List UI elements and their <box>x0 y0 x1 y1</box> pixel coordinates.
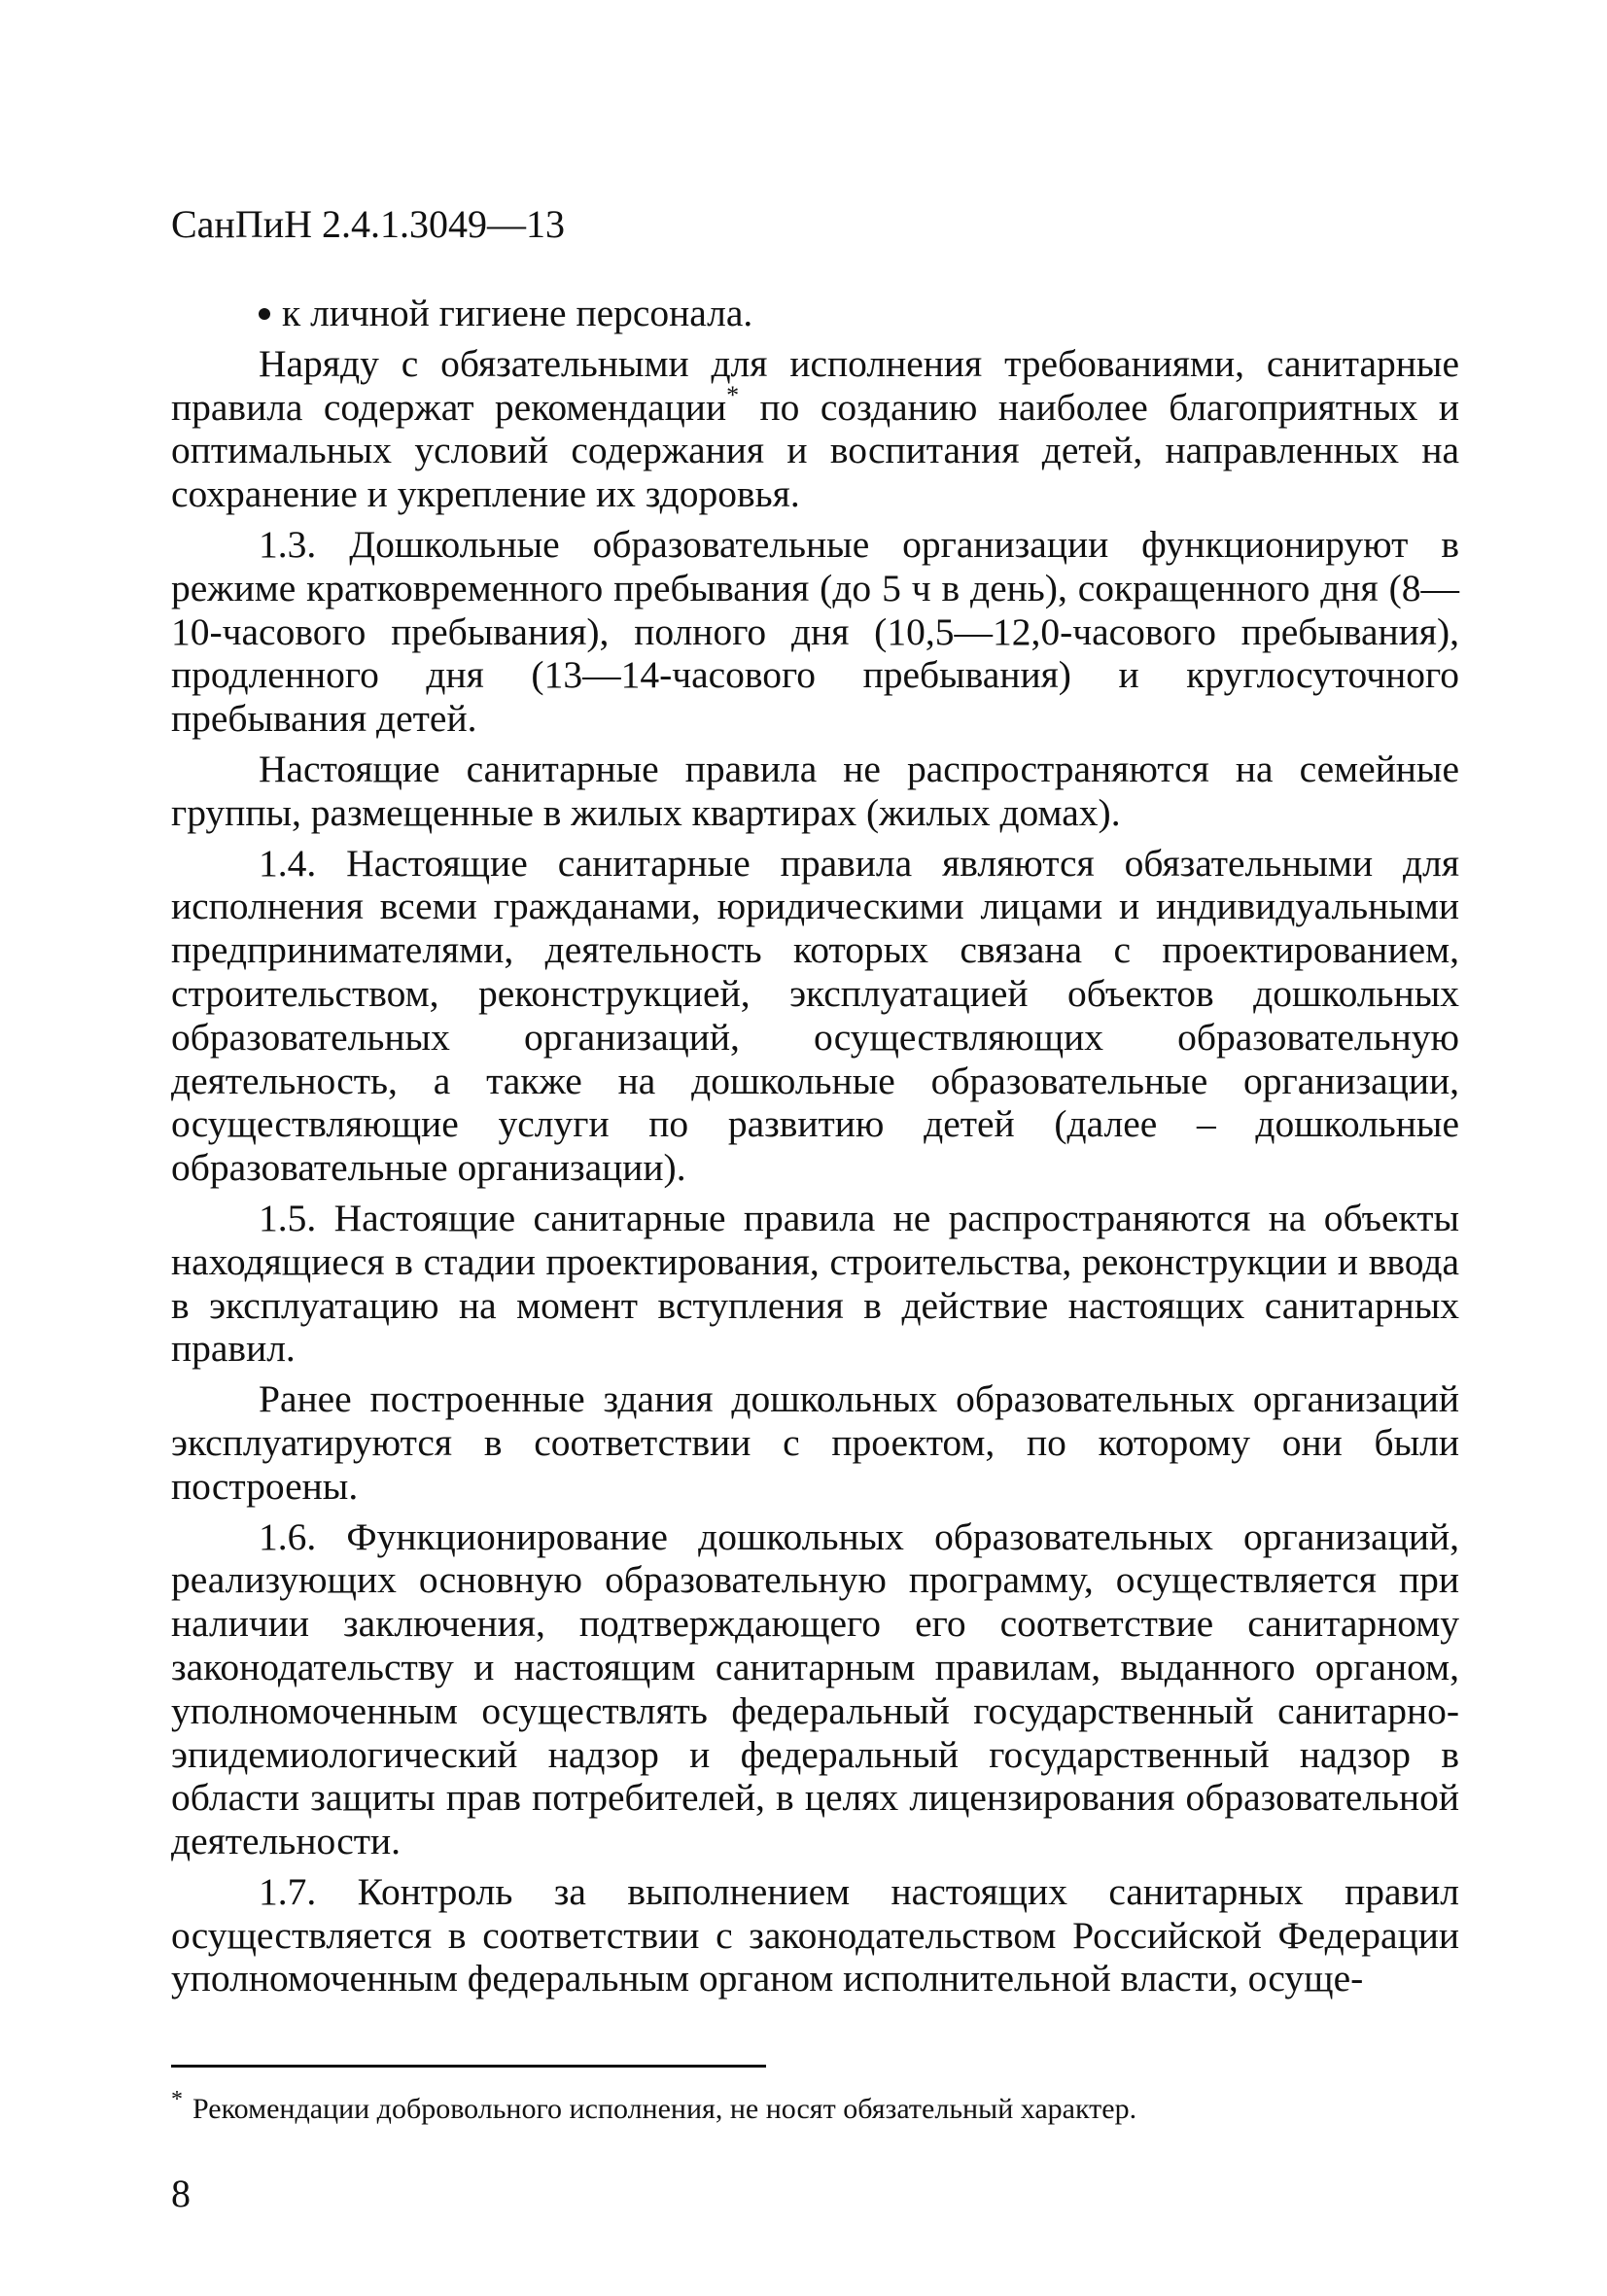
paragraph-recommendations <box>171 342 1459 516</box>
paragraph-recommendations-end: по созданию наиболее благоприятных и оптимальных условий содержания и воспитания детей, направленных на сохранение и укрепление их здоровья. <box>171 385 1459 516</box>
paragraph-1-5: 1.5. Настоящие санитарные правила не распространяются на объекты находящиеся в стадии проектирования, строительства, реконструкции и ввода в эксплуатацию на момент вступления в действие настоящих санитарных правил. <box>171 1196 1459 1371</box>
paragraph-1-3: 1.3. Дошкольные образовательные организации функционируют в режиме кратковременного пребывания (до 5 ч в день), сокращенного дня (8—10-часового пребывания), полного дня (10,5—12,0-часового пребывания), продленного дня (13—14-часового пребывания) и круглосуточного пребывания детей. <box>171 522 1459 741</box>
bullet-icon <box>259 308 270 320</box>
bullet-item <box>171 292 1459 335</box>
body-text <box>171 292 1459 2007</box>
footnote-text: Рекомендации добровольного исполнения, не носят обязательный характер. <box>192 2093 1137 2125</box>
footnote-divider <box>171 2065 766 2068</box>
footnote <box>171 2087 1137 2129</box>
footnote-mark: * <box>171 2087 183 2112</box>
paragraph-family-groups: Настоящие санитарные правила не распространяются на семейные группы, размещенные в жилых квартирах (жилых домах). <box>171 747 1459 834</box>
paragraph-existing-buildings: Ранее построенные здания дошкольных образовательных организаций эксплуатируются в соответствии с проектом, по которому они были построены. <box>171 1377 1459 1508</box>
paragraph-1-7: 1.7. Контроль за выполнением настоящих санитарных правил осуществляется в соответствии с законодательством Российской Федерации уполномоченным федеральным органом исполнительной власти, осуще- <box>171 1869 1459 2000</box>
page-number: 8 <box>171 2172 191 2215</box>
paragraph-1-6: 1.6. Функционирование дошкольных образовательных организаций, реализующих основную образовательную программу, осуществляется при наличии заключения, подтверждающего его соответствие санитарному законодательству и настоящим санитарным правилам, выданного органом, уполномоченным осуществлять федеральный государственный санитарно-эпидемиологический надзор и федеральный государственный надзор в области защиты прав потребителей, в целях лицензирования образовательной деятельности. <box>171 1514 1459 1863</box>
running-header: СанПиН 2.4.1.3049—13 <box>171 202 566 246</box>
footnote-reference-mark: * <box>726 380 740 409</box>
paragraph-recommendations-start: Наряду с обязательными для исполнения требованиями, санитарные правила содержат рекомендации <box>171 341 1459 429</box>
paragraph-1-4: 1.4. Настоящие санитарные правила являются обязательными для исполнения всеми гражданами, юридическими лицами и индивидуальными предпринимателями, деятельность которых связана с проектированием, строительством, реконструкцией, эксплуатацией объектов дошкольных образовательных организаций, осуществляющих образовательную деятельность, а также на дошкольные образовательные организации, осуществляющие услуги по развитию детей (далее – дошкольные образовательные организации). <box>171 841 1459 1190</box>
bullet-item-text: к личной гигиене персонала. <box>282 292 753 334</box>
